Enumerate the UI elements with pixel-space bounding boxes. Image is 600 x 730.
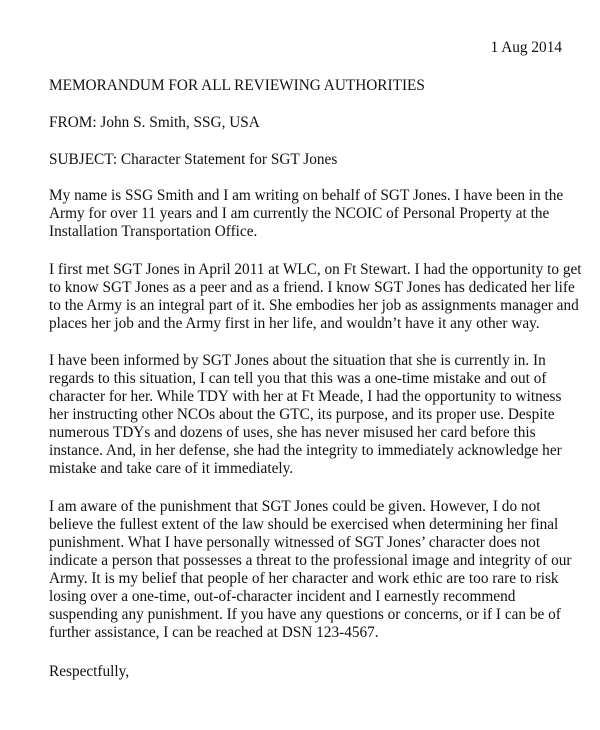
paragraph-line: character for her. While TDY with her at Ft Meade, I had the opportunity to witness bbox=[49, 388, 562, 405]
paragraph-recommendation bbox=[49, 498, 572, 642]
paragraph-line: punishment. What I have personally witnessed of SGT Jones’ character does not bbox=[49, 534, 541, 551]
paragraph-line: further assistance, I can be reached at DSN 123-4567. bbox=[49, 624, 379, 641]
paragraph-line: I first met SGT Jones in April 2011 at WLC, on Ft Stewart. I had the opportunity to get bbox=[49, 261, 582, 278]
paragraph-line: her instructing other NCOs about the GTC, its purpose, and its proper use. Despite bbox=[49, 406, 555, 423]
paragraph-line: numerous TDYs and dozens of uses, she has never misused her card before this bbox=[49, 424, 536, 441]
paragraph-introduction bbox=[49, 187, 569, 241]
paragraph-line: mistake and take care of it immediately. bbox=[49, 460, 294, 477]
subject-line: SUBJECT: Character Statement for SGT Jones bbox=[49, 151, 338, 168]
paragraph-line: losing over a one-time, out-of-character incident and I earnestly recommend bbox=[49, 588, 516, 605]
paragraph-line: to know SGT Jones as a peer and as a friend. I know SGT Jones has dedicated her life bbox=[49, 279, 575, 296]
paragraph-situation bbox=[49, 352, 569, 478]
paragraph-line: indicate a person that possesses a threat to the professional image and integrity of our bbox=[49, 552, 572, 569]
from-line: FROM: John S. Smith, SSG, USA bbox=[49, 114, 260, 131]
paragraph-line: My name is SSG Smith and I am writing on behalf of SGT Jones. I have been in the bbox=[49, 187, 564, 204]
paragraph-line: Army. It is my belief that people of her character and work ethic are too rare to risk bbox=[49, 570, 559, 587]
memo-date: 1 Aug 2014 bbox=[490, 39, 562, 56]
paragraph-line: suspending any punishment. If you have any questions or concerns, or if I can be of bbox=[49, 606, 561, 623]
paragraph-line: Installation Transportation Office. bbox=[49, 223, 258, 240]
paragraph-first-meeting bbox=[49, 261, 582, 333]
memo-heading: MEMORANDUM FOR ALL REVIEWING AUTHORITIES bbox=[49, 77, 425, 94]
paragraph-line: Army for over 11 years and I am currently the NCOIC of Personal Property at the bbox=[49, 205, 550, 222]
paragraph-line: to the Army is an integral part of it. She embodies her job as assignments manager and bbox=[49, 297, 579, 314]
paragraph-line: I have been informed by SGT Jones about the situation that she is currently in. In bbox=[49, 352, 546, 369]
paragraph-line: regards to this situation, I can tell you that this was a one-time mistake and out of bbox=[49, 370, 547, 387]
paragraph-line: I am aware of the punishment that SGT Jones could be given. However, I do not bbox=[49, 498, 541, 515]
paragraph-line: believe the fullest extent of the law should be exercised when determining her final bbox=[49, 516, 559, 533]
closing: Respectfully, bbox=[49, 663, 130, 680]
paragraph-line: places her job and the Army first in her life, and wouldn’t have it any other way. bbox=[49, 315, 540, 332]
paragraph-line: instance. And, in her defense, she had the integrity to immediately acknowledge her bbox=[49, 442, 562, 459]
